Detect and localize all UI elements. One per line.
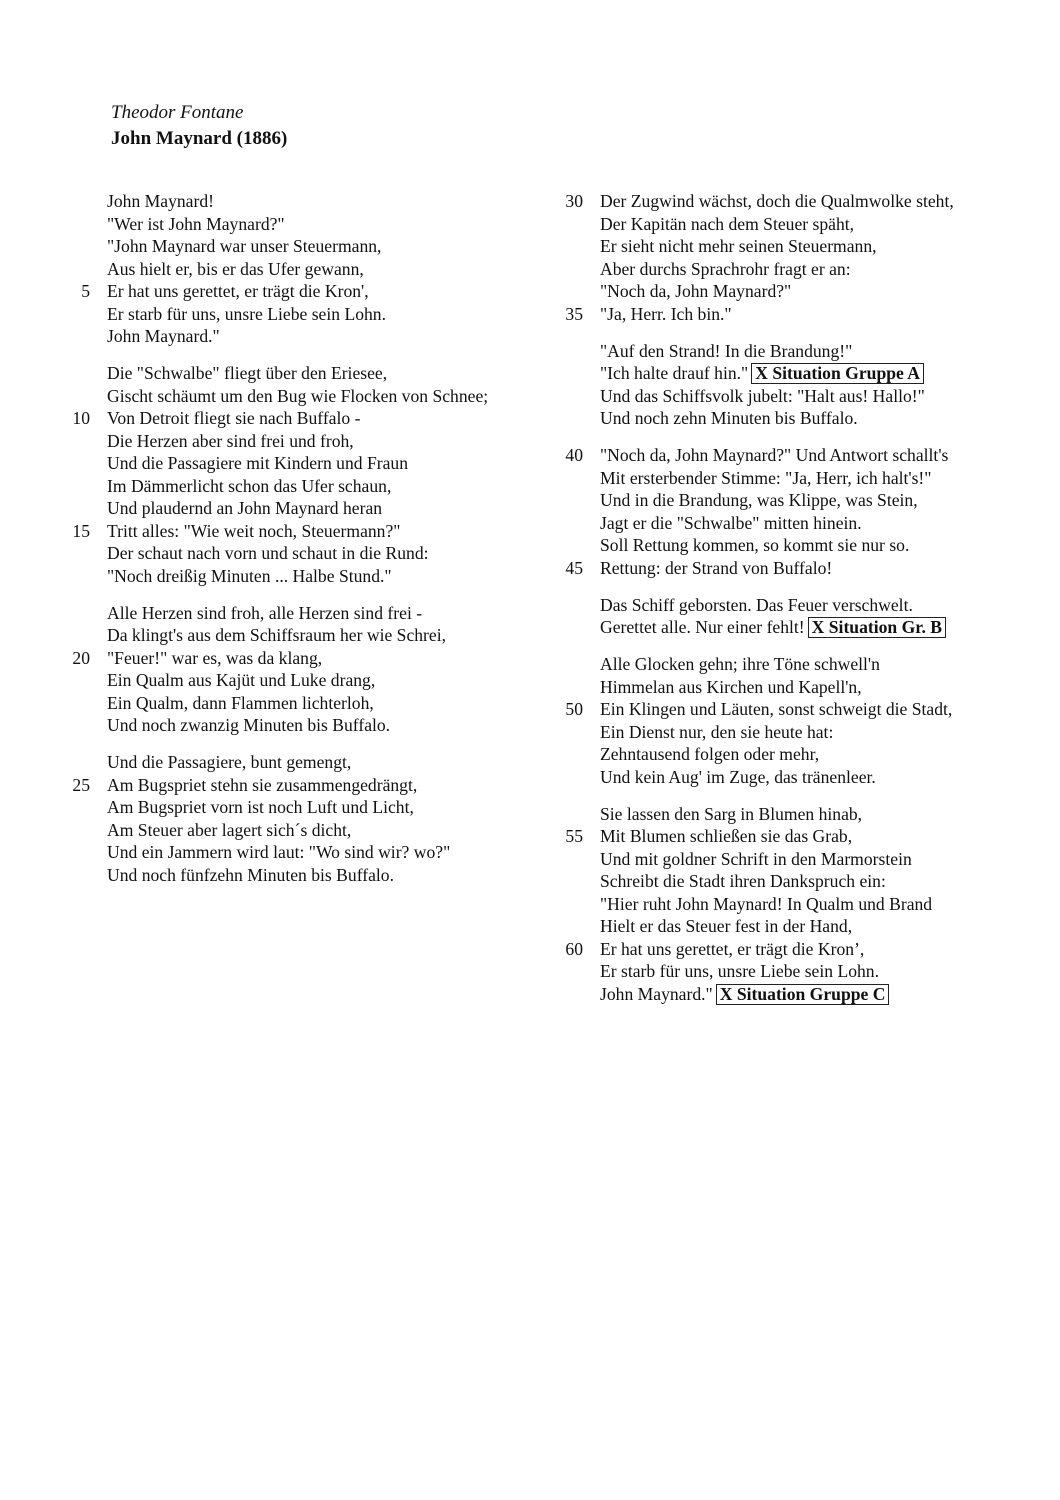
line-text: Da klingt's aus dem Schiffsraum her wie Schrei, [107,625,447,646]
line-text: Der schaut nach vorn und schaut in die Rund: [107,543,429,564]
line-text-wrap [600,280,791,303]
poem-line [62,602,532,625]
poem-line [62,235,532,258]
line-text: Die Herzen aber sind frei und froh, [107,430,354,451]
line-text: "Wer ist John Maynard?" [107,213,285,234]
line-number: 5 [81,281,90,301]
line-text-wrap [600,303,732,326]
line-text-wrap [600,444,948,467]
line-text-wrap [600,676,862,699]
line-text-wrap [107,497,382,520]
line-text-wrap [107,258,364,281]
line-text: Ein Klingen und Läuten, sonst schweigt die Stadt, [600,699,953,720]
poem-line [62,520,532,543]
line-text-wrap [107,714,390,737]
poem-line [62,669,532,692]
line-text-wrap [600,983,889,1006]
poem-line [62,452,532,475]
line-text-wrap [107,751,351,774]
line-text-wrap [107,362,387,385]
line-text-wrap [107,774,417,797]
situation-marker-box: X Situation Gruppe A [751,363,924,384]
line-text: Gerettet alle. Nur einer fehlt! [600,617,805,638]
poem-title: John Maynard (1886) [111,128,288,149]
line-text-wrap [600,557,832,580]
stanza [62,190,532,348]
line-number: 35 [565,303,583,324]
line-text-wrap [107,475,391,498]
poem-line [555,983,1035,1006]
poem-line [62,213,532,236]
poem-line [555,803,1035,826]
line-text: Und die Passagiere, bunt gemengt, [107,752,352,773]
line-text-wrap [600,698,952,721]
line-text-wrap [600,803,862,826]
line-number: 15 [72,520,90,541]
poem-line [555,258,1035,281]
poem-line [62,864,532,887]
stanza [62,602,532,737]
poem-line [555,557,1035,580]
poem-line [555,960,1035,983]
line-text-wrap [600,653,880,676]
line-text-wrap [107,841,450,864]
line-text: Im Dämmerlicht schon das Ufer schaun, [107,475,392,496]
poem-line [62,190,532,213]
line-text: Und das Schiffsvolk jubelt: "Halt aus! Hallo!" [600,385,925,406]
poem-line [555,534,1035,557]
poem-line [555,489,1035,512]
poem-line [62,796,532,819]
line-text-wrap [107,235,381,258]
line-text: Sie lassen den Sarg in Blumen hinab, [600,803,863,824]
line-number: 50 [565,699,583,720]
poem-line [555,235,1035,258]
line-text-wrap [600,385,925,408]
left-column [62,190,532,901]
line-text-wrap [107,190,214,213]
poem-line [555,915,1035,938]
line-text: Er starb für uns, unsre Liebe sein Lohn. [107,303,386,324]
poem-line [555,698,1035,721]
poem-line [555,870,1035,893]
poem-line [62,475,532,498]
line-text-wrap [107,520,400,543]
line-text: Hielt er das Steuer fest in der Hand, [600,916,853,937]
stanza [555,653,1035,788]
line-text: Soll Rettung kommen, so kommt sie nur so. [600,535,910,556]
stanza [555,340,1035,430]
line-text-wrap [600,258,851,281]
poem-line [62,647,532,670]
line-text: Und noch zehn Minuten bis Buffalo. [600,408,858,429]
line-text: Gischt schäumt um den Bug wie Flocken von Schnee; [107,385,489,406]
line-text: Ein Qualm, dann Flammen lichterloh, [107,692,374,713]
line-text: Er hat uns gerettet, er trägt die Kron', [107,281,369,301]
line-text-wrap [600,893,932,916]
poem-line [62,692,532,715]
line-text: Tritt alles: "Wie weit noch, Steuermann?" [107,520,401,541]
poem-line [555,766,1035,789]
line-text: John Maynard! [107,191,215,211]
line-text-wrap [107,647,322,670]
line-text-wrap [600,721,833,744]
line-text: John Maynard." [107,326,220,346]
line-text-wrap [600,870,886,893]
line-text-wrap [107,602,422,625]
line-text-wrap [107,325,220,348]
line-text: Und plaudernd an John Maynard heran [107,498,383,519]
poem-line [62,819,532,842]
line-text: Das Schiff geborsten. Das Feuer verschwelt. [600,594,913,615]
line-text: Und ein Jammern wird laut: "Wo sind wir? wo?" [107,842,451,863]
line-text: Und noch fünfzehn Minuten bis Buffalo. [107,864,394,885]
line-number: 25 [72,774,90,795]
line-text-wrap [107,407,360,430]
line-text-wrap [107,280,369,303]
line-text-wrap [107,303,386,326]
line-text: Mit Blumen schließen sie das Grab, [600,826,853,847]
line-text-wrap [107,452,408,475]
line-text: Und mit goldner Schrift in den Marmorstein [600,848,912,869]
line-text: Und noch zwanzig Minuten bis Buffalo. [107,715,391,736]
line-text: "Ja, Herr. Ich bin." [600,303,732,324]
poem-line [555,676,1035,699]
line-text: Er starb für uns, unsre Liebe sein Lohn. [600,961,879,982]
line-text-wrap [600,340,852,363]
line-text: Schreibt die Stadt ihren Dankspruch ein: [600,871,886,892]
poem-line [62,303,532,326]
line-text: Alle Herzen sind froh, alle Herzen sind frei - [107,602,423,623]
poem-line [555,825,1035,848]
line-text-wrap [107,385,488,408]
line-text-wrap [600,213,854,236]
line-text-wrap [600,534,909,557]
line-text-wrap [600,489,918,512]
poem-line [62,362,532,385]
stanza [62,751,532,886]
line-text: "Noch da, John Maynard?" Und Antwort schallt's [600,445,949,466]
line-text-wrap [107,692,374,715]
line-text-wrap [600,235,877,258]
poem-line [62,774,532,797]
poem-line [555,848,1035,871]
line-text: Am Bugspriet vorn ist noch Luft und Licht, [107,797,414,818]
poem-line [555,594,1035,617]
poem-line [62,542,532,565]
line-text: Aber durchs Sprachrohr fragt er an: [600,258,851,279]
line-text: "Hier ruht John Maynard! In Qualm und Brand [600,893,933,914]
stanza [555,444,1035,579]
stanza [555,803,1035,1006]
line-text-wrap [107,864,394,887]
line-number: 30 [565,191,583,211]
poem-line [555,721,1035,744]
line-text: "Ich halte drauf hin." [600,363,749,384]
line-text-wrap [107,819,351,842]
poem-line [555,303,1035,326]
poem-line [555,653,1035,676]
line-text-wrap [107,624,446,647]
poem-line [62,280,532,303]
poem-line [62,385,532,408]
line-text: Der Kapitän nach dem Steuer späht, [600,213,855,234]
poem-line [62,497,532,520]
line-text: Die "Schwalbe" fliegt über den Eriesee, [107,363,388,384]
situation-marker-box: X Situation Gr. B [808,617,946,638]
line-text-wrap [600,512,862,535]
line-text: Alle Glocken gehn; ihre Töne schwell'n [600,654,880,675]
poem-line [555,362,1035,385]
line-text-wrap [600,915,852,938]
poem-line [62,751,532,774]
line-text: Aus hielt er, bis er das Ufer gewann, [107,258,364,279]
line-text: Er sieht nicht mehr seinen Steuermann, [600,236,877,256]
line-text: Und in die Brandung, was Klippe, was Stein, [600,490,918,511]
line-number: 55 [565,826,583,847]
poem-line [555,743,1035,766]
line-text-wrap [600,616,946,639]
poem-line [555,512,1035,535]
line-text: "Auf den Strand! In die Brandung!" [600,340,853,361]
stanza [62,362,532,587]
line-text: Und die Passagiere mit Kindern und Fraun [107,453,408,474]
line-text-wrap [600,848,912,871]
poem-header [111,100,287,152]
poem-line [555,340,1035,363]
line-text: Rettung: der Strand von Buffalo! [600,557,833,578]
line-text: Am Steuer aber lagert sich´s dicht, [107,819,352,840]
line-text-wrap [107,796,414,819]
line-text-wrap [107,542,429,565]
poem-line [555,893,1035,916]
line-text-wrap [600,766,876,789]
line-text-wrap [107,669,375,692]
line-text: John Maynard." [600,983,713,1004]
line-text: Zehntausend folgen oder mehr, [600,744,820,765]
poem-line [555,385,1035,408]
line-number: 20 [72,647,90,668]
line-text: "John Maynard war unser Steuermann, [107,236,382,256]
poem-line [555,280,1035,303]
line-text-wrap [600,362,924,385]
poem-line [62,258,532,281]
line-text: Mit ersterbender Stimme: "Ja, Herr, ich halt's!" [600,467,932,488]
poem-line [555,616,1035,639]
poem-line [555,938,1035,961]
poem-line [62,714,532,737]
poem-line [62,841,532,864]
line-text: Von Detroit fliegt sie nach Buffalo - [107,408,361,429]
line-text-wrap [600,743,819,766]
line-text: Und kein Aug' im Zuge, das tränenleer. [600,766,876,787]
line-text-wrap [600,467,931,490]
poem-line [555,444,1035,467]
line-number: 10 [72,408,90,429]
poem-line [62,407,532,430]
line-text: "Feuer!" war es, was da klang, [107,647,323,668]
poem-line [62,565,532,588]
line-text-wrap [600,938,864,961]
author-name: Theodor Fontane [111,102,244,123]
stanza [555,190,1035,325]
line-text-wrap [600,407,858,430]
line-text-wrap [600,825,852,848]
line-text: "Noch da, John Maynard?" [600,281,792,301]
poem-line [62,430,532,453]
line-text: Am Bugspriet stehn sie zusammengedrängt, [107,774,418,795]
line-text: Himmelan aus Kirchen und Kapell'n, [600,676,862,697]
line-text-wrap [107,565,392,588]
line-text: "Noch dreißig Minuten ... Halbe Stund." [107,565,392,586]
line-text-wrap [107,213,285,236]
line-text: Jagt er die "Schwalbe" mitten hinein. [600,512,862,533]
line-text-wrap [107,430,354,453]
stanza [555,594,1035,639]
line-number: 45 [565,557,583,578]
line-text: Der Zugwind wächst, doch die Qualmwolke steht, [600,191,954,211]
poem-line [62,624,532,647]
line-text: Er hat uns gerettet, er trägt die Kron’, [600,938,865,959]
poem-line [555,190,1035,213]
poem-line [62,325,532,348]
poem-line [555,467,1035,490]
poem-line [555,213,1035,236]
situation-marker-box: X Situation Gruppe C [716,984,890,1005]
right-column [555,190,1035,1020]
line-number: 40 [565,445,583,466]
line-text-wrap [600,190,954,213]
poem-line [555,407,1035,430]
line-text: Ein Qualm aus Kajüt und Luke drang, [107,670,376,691]
line-text-wrap [600,960,879,983]
line-text-wrap [600,594,913,617]
line-number: 60 [565,938,583,959]
line-text: Ein Dienst nur, den sie heute hat: [600,721,834,742]
